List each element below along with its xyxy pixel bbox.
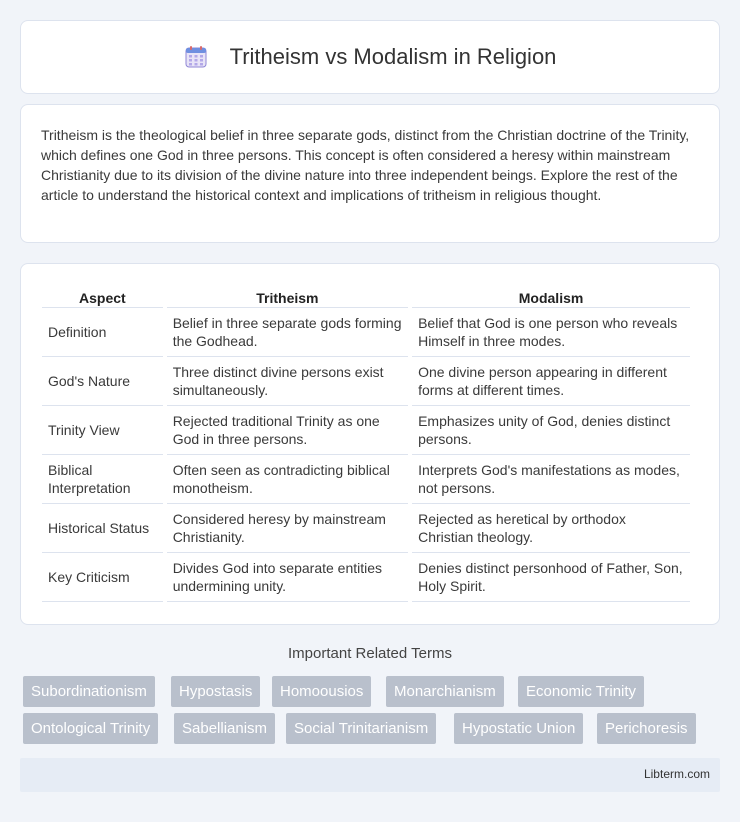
cell-tritheism: Often seen as contradicting biblical monotheism. (167, 455, 408, 504)
tag-ontological-trinity[interactable]: Ontological Trinity (23, 713, 158, 744)
cell-tritheism: Considered heresy by mainstream Christianity. (167, 504, 408, 553)
page-title: Tritheism vs Modalism in Religion (229, 44, 557, 69)
table-header-row (42, 282, 690, 308)
table-row (42, 504, 690, 553)
tag-hypostasis[interactable]: Hypostasis (171, 676, 260, 707)
title-card (20, 20, 720, 94)
tag-subordinationism[interactable]: Subordinationism (23, 676, 155, 707)
table-row (42, 357, 690, 406)
tag-economic-trinity[interactable]: Economic Trinity (518, 676, 644, 707)
cell-modalism: One divine person appearing in different forms at different times. (412, 357, 690, 406)
header-aspect: Aspect (42, 282, 163, 308)
header-tritheism: Tritheism (167, 282, 408, 308)
cell-aspect: Trinity View (42, 406, 163, 455)
cell-aspect: Definition (42, 308, 163, 357)
cell-modalism: Belief that God is one person who reveals Himself in three modes. (412, 308, 690, 357)
cell-modalism: Rejected as heretical by orthodox Christian theology. (412, 504, 690, 553)
table-row (42, 406, 690, 455)
related-terms-title: Important Related Terms (288, 645, 452, 662)
tag-perichoresis[interactable]: Perichoresis (597, 713, 696, 744)
cell-aspect: Historical Status (42, 504, 163, 553)
tag-hypostatic-union[interactable]: Hypostatic Union (454, 713, 583, 744)
cell-tritheism: Rejected traditional Trinity as one God in three persons. (167, 406, 408, 455)
intro-card (20, 104, 720, 243)
table-row (42, 455, 690, 504)
cell-modalism: Denies distinct personhood of Father, Son, Holy Spirit. (412, 553, 690, 602)
cell-aspect: God's Nature (42, 357, 163, 406)
footer (20, 758, 720, 792)
cell-aspect: Biblical Interpretation (42, 455, 163, 504)
tag-monarchianism[interactable]: Monarchianism (386, 676, 504, 707)
header-modalism: Modalism (412, 282, 690, 308)
table-row (42, 553, 690, 602)
tag-homoousios[interactable]: Homoousios (272, 676, 371, 707)
comparison-table (38, 282, 694, 602)
cell-tritheism: Belief in three separate gods forming the Godhead. (167, 308, 408, 357)
cell-tritheism: Divides God into separate entities undermining unity. (167, 553, 408, 602)
cell-tritheism: Three distinct divine persons exist simultaneously. (167, 357, 408, 406)
tag-sabellianism[interactable]: Sabellianism (174, 713, 275, 744)
comparison-table-card (20, 263, 720, 625)
cell-modalism: Interprets God's manifestations as modes, not persons. (412, 455, 690, 504)
cell-aspect: Key Criticism (42, 553, 163, 602)
calendar-icon (184, 45, 208, 69)
cell-modalism: Emphasizes unity of God, denies distinct persons. (412, 406, 690, 455)
intro-text: Tritheism is the theological belief in three separate gods, distinct from the Christian doctrine of the Trinity, which defines one God in three persons. This concept is often considered a heresy within mainstream Christianity due to its division of the divine nature into three independent beings. Explore the rest of the article to understand the historical context and implications of tritheism in religious thought. (41, 127, 690, 203)
footer-site-link[interactable]: Libterm.com (643, 767, 710, 781)
table-row (42, 308, 690, 357)
tag-social-trinitarianism[interactable]: Social Trinitarianism (286, 713, 436, 744)
